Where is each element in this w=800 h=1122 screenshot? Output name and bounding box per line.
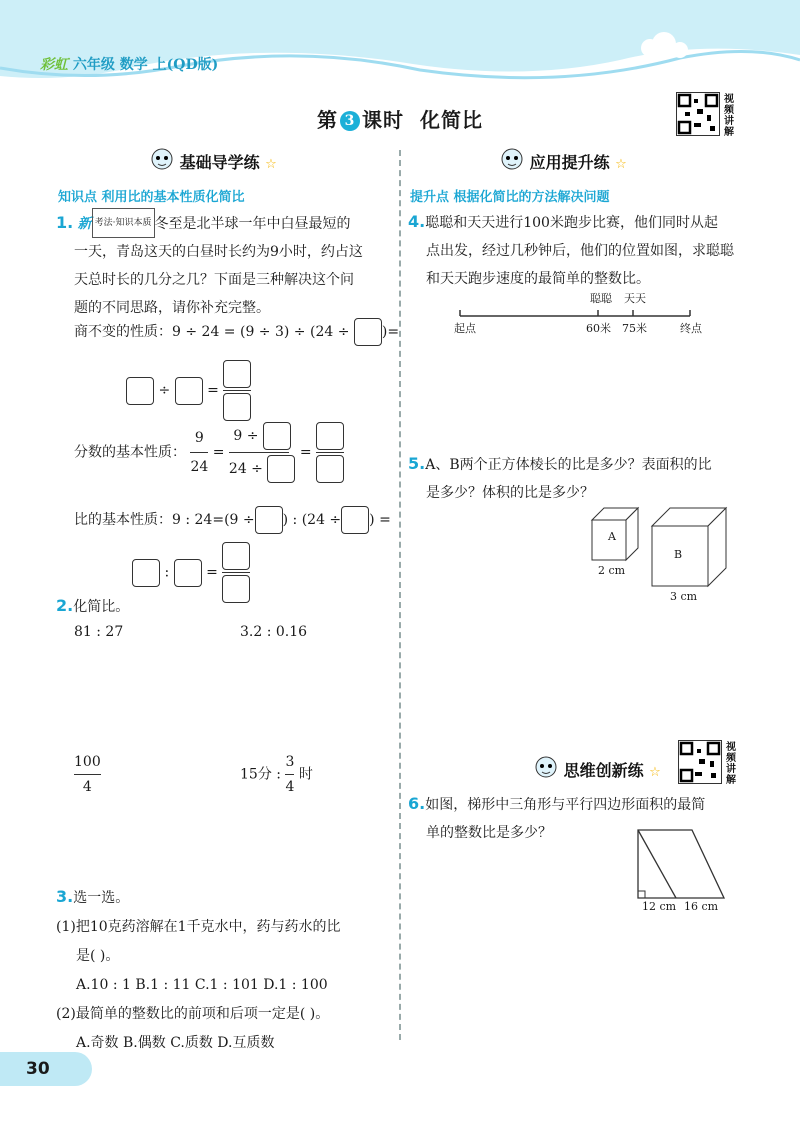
frac-den: 24 (190, 459, 209, 475)
base-16cm: 16 cm (684, 900, 719, 913)
q2-d-label: 15分 : (240, 766, 281, 783)
answer-box[interactable] (267, 455, 295, 483)
answer-box[interactable] (255, 506, 283, 534)
method-3-result (132, 542, 250, 603)
q3-title: 选一选。 (73, 890, 130, 906)
answer-box[interactable] (222, 575, 250, 603)
star-icon: ☆ (265, 157, 277, 172)
fraction-100-4 (74, 752, 101, 797)
q5-line: A、B两个正方体棱长的比是多少？表面积的比 (425, 457, 712, 473)
series-title (40, 54, 218, 74)
q5-number: 5. (408, 454, 426, 473)
cubes-diagram (590, 504, 730, 592)
q2-number: 2. (56, 596, 74, 615)
method-3 (74, 506, 391, 534)
section-applied-title: 应用提升练 (529, 153, 610, 172)
mascot-icon (150, 148, 174, 174)
section-basic (150, 148, 277, 174)
base-12cm: 12 cm (642, 900, 677, 913)
q4-line: 聪聪和天天进行100米跑步比赛，他们同时从起 (425, 215, 718, 231)
lesson-number: 3 (340, 111, 360, 131)
label-start: 起点 (454, 322, 476, 335)
lesson-prefix: 第 (317, 108, 339, 132)
page-number: 30 (0, 1052, 92, 1086)
lesson-suffix: 课时 (362, 108, 405, 132)
answer-box[interactable] (354, 318, 382, 346)
q3-part1-options: A.10 : 1 B.1 : 11 C.1 : 101 D.1 : 100 (76, 977, 328, 993)
section-applied (500, 148, 627, 174)
eq-sign: = (212, 444, 225, 461)
column-divider (399, 150, 401, 1040)
frac-num: 3 (285, 754, 295, 770)
frac-den: 4 (285, 779, 295, 795)
colon: : (164, 564, 170, 581)
q3-part1: (1)把10克药溶解在1千克水中，药与药水的比 (56, 919, 341, 935)
label-75m: 75米 (622, 322, 647, 335)
mascot-icon (500, 148, 524, 174)
answer-box[interactable] (341, 506, 369, 534)
q1-line: 一天，青岛这天的白昼时长约为9小时，约占这 (74, 244, 363, 260)
qr-label: 视频讲解 (724, 94, 734, 138)
star-icon: ☆ (649, 765, 661, 780)
qr-code-icon[interactable] (678, 740, 722, 784)
fraction-9-24 (190, 426, 208, 479)
answer-box[interactable] (223, 393, 251, 421)
q6-line: 单的整数比是多少？ (426, 825, 552, 841)
fraction-answer (316, 422, 344, 483)
answer-box[interactable] (316, 422, 344, 450)
frac-den: 4 (82, 779, 92, 795)
q1-line: 冬至是北半球一年中白昼最短的 (154, 216, 351, 232)
series-label: 六年级 数学 上(QD版) (72, 57, 219, 73)
mascot-icon (534, 756, 558, 782)
method-1-result (126, 360, 251, 421)
frac-bottom-label: 24 ÷ (228, 461, 263, 477)
method1-label: 商不变的性质：9 ÷ 24 = (9 ÷ 3) ÷ (24 ÷ (74, 324, 350, 340)
label-60m: 60米 (586, 322, 611, 335)
fraction-division (229, 422, 295, 483)
q6-number: 6. (408, 794, 426, 813)
method3-mid: ) : (24 ÷ (282, 512, 342, 528)
method3-end: ) = (369, 512, 391, 528)
frac-top-label: 9 ÷ (233, 428, 259, 444)
answer-box[interactable] (175, 377, 203, 405)
div-sign: ÷ (158, 382, 171, 399)
answer-box[interactable] (263, 422, 291, 450)
cube-a-label: A (608, 530, 616, 543)
fraction-3-4 (285, 752, 294, 797)
qr-label: 视频讲解 (726, 742, 736, 786)
method-tag: 考法·知识本质 (92, 208, 155, 238)
q4-line: 点出发，经过几秒钟后，他们的位置如图，求聪聪 (426, 243, 734, 259)
question-3 (56, 882, 396, 1058)
q5-line: 是多少？体积的比是多少？ (426, 485, 594, 501)
answer-box[interactable] (316, 455, 344, 483)
answer-box[interactable] (223, 360, 251, 388)
answer-box[interactable] (126, 377, 154, 405)
runner-tiantian: 天天 (624, 292, 646, 305)
q1-number: 1. (56, 213, 74, 232)
q2-title: 化简比。 (73, 599, 130, 615)
star-icon: ☆ (615, 157, 627, 172)
new-tag: 新 (77, 216, 92, 232)
eq-sign: = (207, 382, 219, 399)
q3-part2-options: A.奇数 B.偶数 C.质数 D.互质数 (76, 1035, 275, 1051)
fraction-answer (223, 360, 251, 421)
q6-line: 如图，梯形中三角形与平行四边形面积的最简 (425, 797, 706, 813)
answer-box[interactable] (222, 542, 250, 570)
q3-number: 3. (56, 887, 74, 906)
question-5 (408, 450, 753, 507)
q3-part2: (2)最简单的整数比的前项和后项一定是( )。 (56, 1006, 330, 1022)
runner-congcong: 聪聪 (590, 292, 612, 305)
cube-a-length: 2 cm (598, 564, 626, 577)
lesson-name: 化简比 (419, 108, 483, 132)
cube-b-label: B (674, 548, 683, 561)
knowledge-point: 知识点 利用比的基本性质化简比 (58, 190, 245, 205)
brand-logo: 彩虹 (40, 57, 68, 73)
q1-line: 天总时长的几分之几？下面是三种解决这个问 (74, 272, 354, 288)
q1-line: 题的不同思路，请你补充完整。 (74, 300, 270, 316)
frac-num: 9 (194, 430, 204, 446)
method-2 (74, 422, 344, 483)
method1-end: )= (381, 324, 400, 340)
fraction-answer (222, 542, 250, 603)
q2-b: 3.2 : 0.16 (240, 624, 308, 640)
q4-line: 和天天跑步速度的最简单的整数比。 (426, 271, 650, 287)
section-innovation-title: 思维创新练 (563, 761, 644, 780)
section-innovation (534, 756, 661, 782)
q2-d (240, 752, 313, 797)
question-4 (408, 208, 753, 293)
method-1 (74, 318, 399, 346)
q2-d-unit: 时 (298, 766, 313, 783)
label-finish: 终点 (680, 322, 702, 335)
qr-code-icon[interactable] (676, 92, 720, 136)
section-basic-title: 基础导学练 (179, 153, 260, 172)
frac-num: 100 (74, 754, 101, 770)
eq-sign: = (299, 444, 312, 461)
improvement-point: 提升点 根据化简比的方法解决问题 (410, 190, 610, 205)
question-1 (56, 208, 386, 322)
q2-a: 81 : 27 (74, 624, 124, 640)
q4-number: 4. (408, 212, 426, 231)
method2-label: 分数的基本性质： (74, 444, 186, 461)
question-2 (56, 592, 129, 621)
eq-sign: = (206, 564, 218, 581)
answer-box[interactable] (132, 559, 160, 587)
q2-c (74, 752, 101, 797)
method3-label: 比的基本性质：9 : 24=(9 ÷ (74, 512, 255, 528)
q3-part1-blank: 是( )。 (76, 948, 120, 964)
cube-b-length: 3 cm (670, 590, 698, 603)
answer-box[interactable] (174, 559, 202, 587)
trapezoid-diagram (630, 828, 740, 900)
